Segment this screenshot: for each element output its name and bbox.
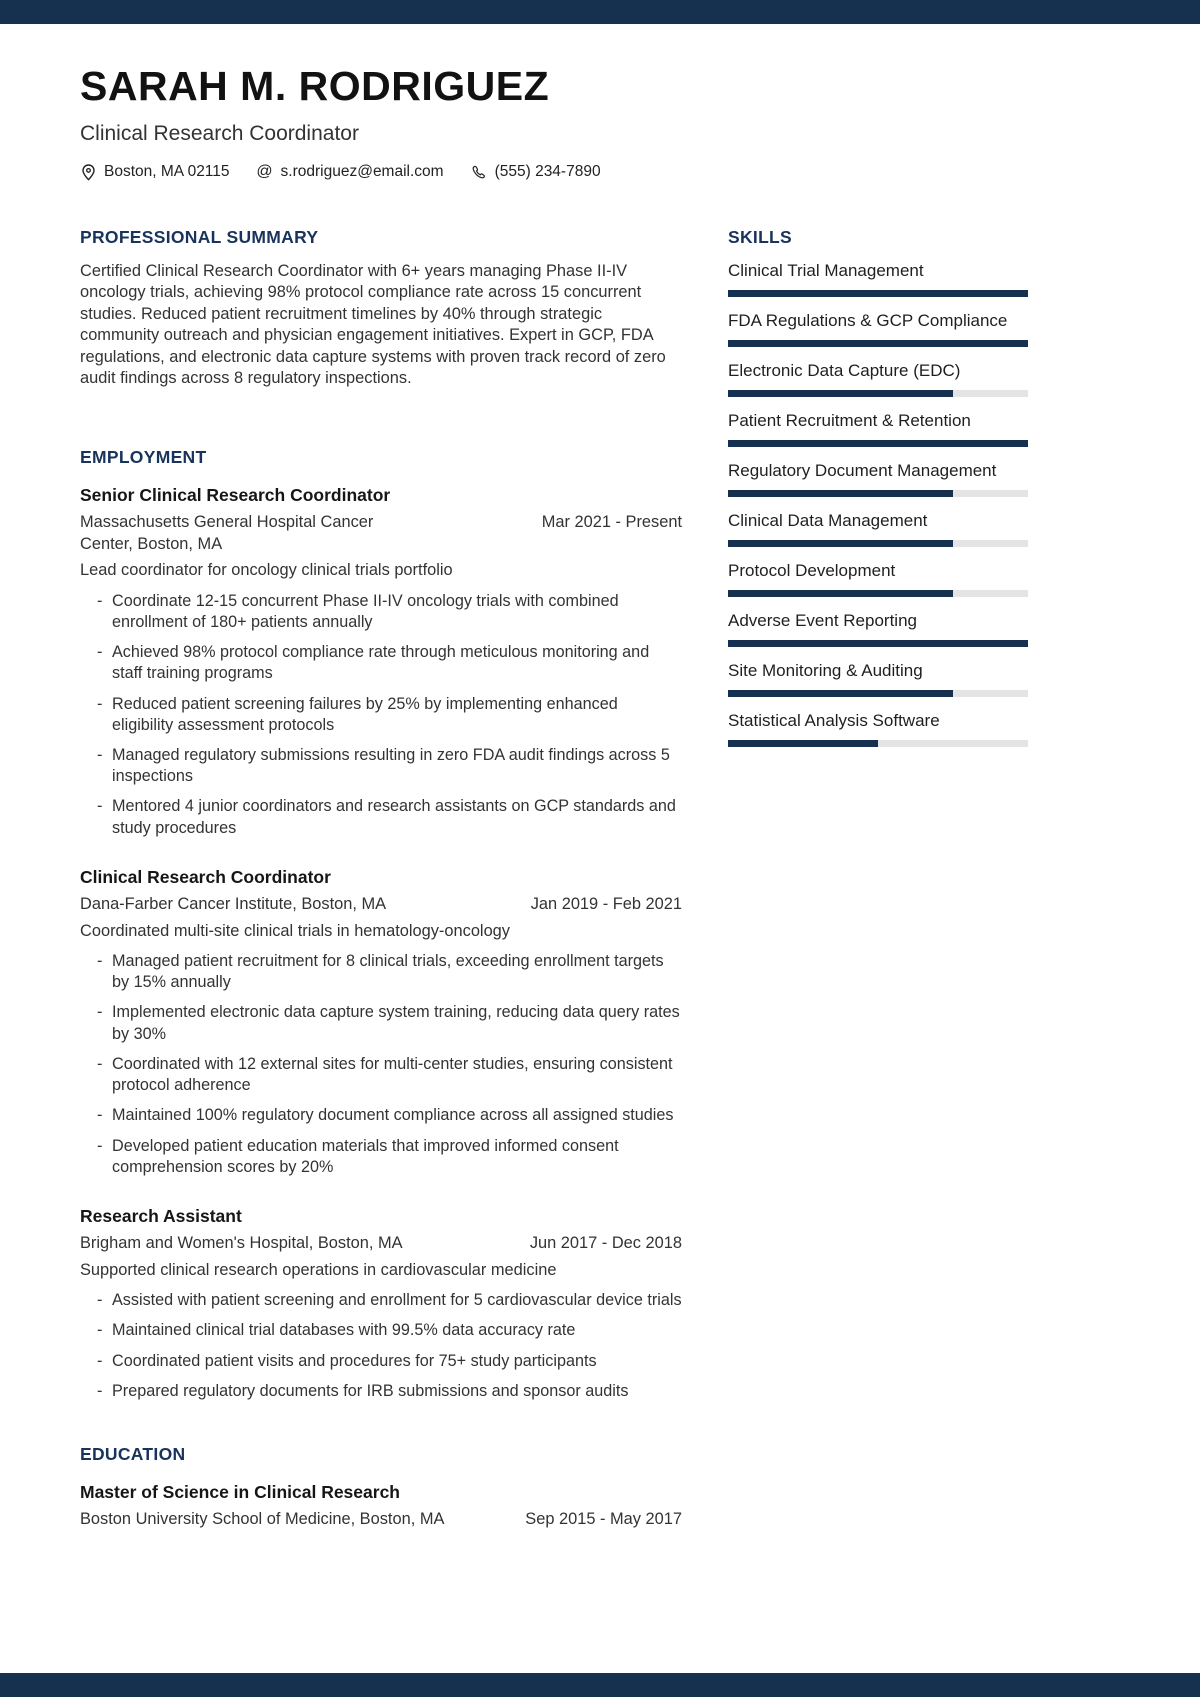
skill-label: Protocol Development [728, 561, 896, 580]
bullet-dash: - [97, 1054, 103, 1073]
skill-bar-fill [728, 490, 953, 497]
job-meta-row [80, 512, 682, 555]
skill-label: Electronic Data Capture (EDC) [728, 361, 961, 380]
job-summary: Supported clinical research operations in cardiovascular medicine [80, 1260, 557, 1279]
job-bullet-list [80, 951, 682, 1178]
job-meta-row [80, 894, 682, 916]
bottom-accent-bar [0, 1673, 1200, 1697]
bullet-text: Maintained clinical trial databases with 99.5% data accuracy rate [112, 1321, 576, 1340]
map-pin-icon [80, 164, 96, 180]
job-entry [80, 485, 682, 839]
contact-phone [471, 163, 601, 181]
job-title: Clinical Research Coordinator [80, 866, 331, 887]
skill-bar-fill [728, 340, 1028, 347]
skill-entry [728, 561, 1028, 597]
skill-entry [728, 361, 1028, 397]
skill-entry [728, 661, 1028, 697]
job-summary: Coordinated multi-site clinical trials in hematology-oncology [80, 921, 510, 940]
contact-email-text: s.rodriguez@email.com [280, 163, 444, 180]
bullet-text: Mentored 4 junior coordinators and research assistants on GCP standards and study procedures [112, 797, 676, 837]
bullet-text: Managed patient recruitment for 8 clinical trials, exceeding enrollment targets by 15% annually [112, 952, 664, 992]
skill-list [728, 261, 1028, 747]
job-bullet [97, 591, 682, 633]
job-company: Dana-Farber Cancer Institute, Boston, MA [80, 894, 387, 913]
skill-entry [728, 411, 1028, 447]
bullet-text: Managed regulatory submissions resulting in zero FDA audit findings across 5 inspections [112, 746, 670, 786]
skill-bar-fill [728, 390, 953, 397]
job-summary: Lead coordinator for oncology clinical trials portfolio [80, 561, 453, 580]
job-bullet [97, 1290, 682, 1311]
skill-bar-fill [728, 290, 1028, 297]
contact-row [80, 163, 1028, 181]
bullet-dash: - [97, 591, 103, 610]
skill-label: FDA Regulations & GCP Compliance [728, 311, 1008, 330]
bullet-text: Implemented electronic data capture system training, reducing data query rates by 30% [112, 1003, 680, 1043]
skill-label: Clinical Data Management [728, 511, 928, 530]
job-company: Massachusetts General Hospital Cancer Center, Boston, MA [80, 512, 374, 553]
bullet-dash: - [97, 643, 103, 662]
bullet-text: Prepared regulatory documents for IRB submissions and sponsor audits [112, 1381, 629, 1400]
education-dates: Sep 2015 - May 2017 [525, 1510, 682, 1529]
job-bullet [97, 796, 682, 838]
skill-label: Clinical Trial Management [728, 261, 924, 280]
skill-label: Adverse Event Reporting [728, 611, 917, 630]
job-bullet [97, 1351, 682, 1372]
skill-bar-fill [728, 590, 953, 597]
skill-entry [728, 511, 1028, 547]
contact-location [80, 163, 230, 181]
skill-bar-track [728, 590, 1028, 597]
bullet-dash: - [97, 797, 103, 816]
job-bullet [97, 1381, 682, 1402]
job-bullet [97, 951, 682, 993]
bullet-text: Assisted with patient screening and enrollment for 5 cardiovascular device trials [112, 1291, 682, 1310]
skill-bar-fill [728, 640, 1028, 647]
bullet-text: Reduced patient screening failures by 25% by implementing enhanced eligibility assessment protocols [112, 694, 618, 734]
summary-heading: PROFESSIONAL SUMMARY [80, 227, 319, 247]
skill-entry [728, 611, 1028, 647]
summary-text: Certified Clinical Research Coordinator with 6+ years managing Phase II-IV oncology trials, achieving 98% protocol compliance rate across 15 concurrent studies. Reduced patient recruitment timelines by 40% through strategic community outreach and physician engagement initiatives. Expert in GCP, FDA regulations, and electronic data capture systems with proven track record of zero audit findings across 8 regulatory inspections. [80, 262, 666, 388]
resume-header [80, 63, 1028, 181]
skill-bar-track [728, 440, 1028, 447]
skill-bar-fill [728, 440, 1028, 447]
job-bullet [97, 694, 682, 736]
skill-label: Statistical Analysis Software [728, 711, 940, 730]
job-title: Research Assistant [80, 1206, 242, 1226]
skill-entry [728, 711, 1028, 747]
bullet-dash: - [97, 1381, 103, 1400]
bullet-dash: - [97, 1321, 103, 1340]
content-columns [80, 227, 1028, 1531]
job-dates: Jun 2017 - Dec 2018 [529, 1234, 682, 1252]
section-education [80, 1444, 682, 1531]
person-headline: Clinical Research Coordinator [80, 122, 359, 145]
skill-bar-track [728, 640, 1028, 647]
job-dates: Mar 2021 - Present [541, 512, 682, 531]
bullet-text: Maintained 100% regulatory document compliance across all assigned studies [112, 1106, 674, 1125]
skill-bar-track [728, 540, 1028, 547]
skill-bar-track [728, 690, 1028, 697]
section-professional-summary [80, 227, 682, 390]
job-bullet-list [80, 1290, 682, 1402]
bullet-dash: - [97, 746, 103, 765]
bullet-text: Coordinated with 12 external sites for multi-center studies, ensuring consistent protocol adherence [112, 1054, 673, 1095]
education-school: Boston University School of Medicine, Boston, MA [80, 1510, 445, 1529]
contact-location-text: Boston, MA 02115 [104, 163, 230, 180]
bullet-dash: - [97, 694, 103, 713]
bullet-dash: - [97, 1351, 103, 1370]
skills-heading: SKILLS [728, 227, 793, 247]
skill-bar-fill [728, 740, 878, 747]
job-dates: Jan 2019 - Feb 2021 [530, 894, 682, 913]
education-meta-row [80, 1509, 682, 1531]
at-sign-icon: @ [256, 163, 273, 180]
job-company: Brigham and Women's Hospital, Boston, MA [80, 1234, 403, 1252]
skill-entry [728, 461, 1028, 497]
skill-entry [728, 311, 1028, 347]
skill-bar-track [728, 740, 1028, 747]
bullet-text: Developed patient education materials that improved informed consent comprehension scores by 20% [112, 1136, 619, 1176]
job-entry [80, 1206, 682, 1402]
phone-icon [471, 164, 487, 180]
job-bullet [97, 1054, 682, 1096]
skill-bar-track [728, 290, 1028, 297]
top-accent-bar [0, 0, 1200, 24]
bullet-text: Coordinate 12-15 concurrent Phase II-IV oncology trials with combined enrollment of 180+ patients annually [112, 591, 619, 631]
contact-email [257, 163, 444, 181]
bullet-text: Achieved 98% protocol compliance rate through meticulous monitoring and staff training programs [112, 643, 650, 683]
bullet-text: Coordinated patient visits and procedures for 75+ study participants [112, 1351, 597, 1370]
employment-heading: EMPLOYMENT [80, 446, 207, 467]
skill-entry [728, 261, 1028, 297]
job-bullet [97, 1136, 682, 1178]
job-bullet [97, 1002, 682, 1044]
job-bullet-list [80, 591, 682, 839]
bullet-dash: - [97, 1291, 103, 1310]
job-title: Senior Clinical Research Coordinator [80, 484, 391, 505]
section-employment [80, 447, 682, 1402]
job-bullet [97, 745, 682, 787]
bullet-dash: - [97, 1106, 103, 1125]
skill-bar-fill [728, 690, 953, 697]
skill-label: Patient Recruitment & Retention [728, 411, 971, 430]
person-name: SARAH M. RODRIGUEZ [80, 63, 550, 109]
job-bullet [97, 1320, 682, 1341]
job-bullet [97, 642, 682, 684]
skill-bar-track [728, 390, 1028, 397]
skill-bar-track [728, 490, 1028, 497]
contact-phone-text: (555) 234-7890 [494, 163, 601, 180]
job-meta-row [80, 1233, 682, 1255]
bullet-dash: - [97, 1136, 103, 1155]
education-degree: Master of Science in Clinical Research [80, 1482, 400, 1503]
skills-sidebar [728, 227, 1028, 1531]
job-list [80, 485, 682, 1402]
education-heading: EDUCATION [80, 1444, 186, 1465]
job-bullet [97, 1105, 682, 1126]
bullet-dash: - [97, 952, 103, 971]
skill-bar-track [728, 340, 1028, 347]
bullet-dash: - [97, 1003, 103, 1022]
skill-bar-fill [728, 540, 953, 547]
main-column [80, 227, 682, 1531]
job-entry [80, 867, 682, 1178]
skill-label: Regulatory Document Management [728, 461, 997, 480]
skill-label: Site Monitoring & Auditing [728, 661, 923, 680]
